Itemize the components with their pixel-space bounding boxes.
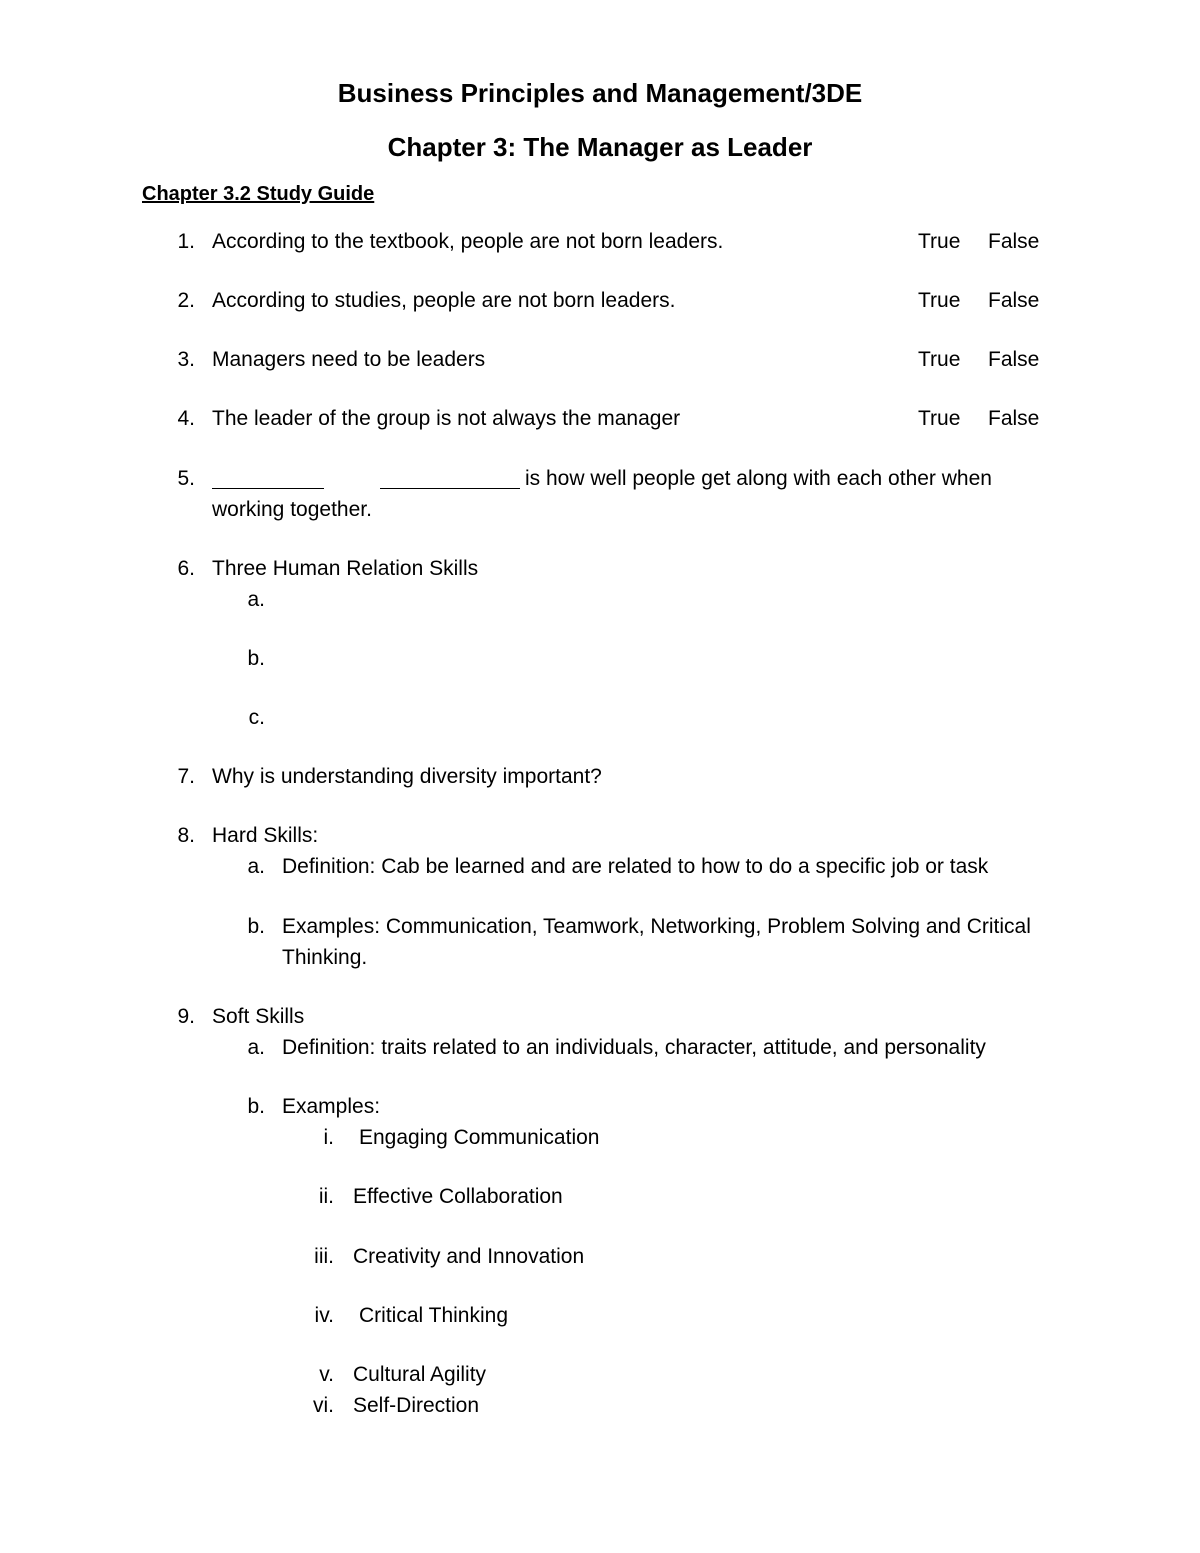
fill-in-blank-1[interactable] bbox=[212, 470, 324, 489]
sub-item-label: a. bbox=[247, 1036, 265, 1059]
example-label: v. bbox=[319, 1363, 334, 1386]
question-text: Soft Skills bbox=[212, 1005, 305, 1028]
false-option[interactable]: False bbox=[988, 230, 1040, 253]
true-option[interactable]: True bbox=[918, 230, 961, 253]
question-text: Why is understanding diversity important? bbox=[212, 765, 602, 788]
false-option[interactable]: False bbox=[988, 407, 1040, 430]
soft-skills-examples-label: Examples: bbox=[282, 1095, 381, 1118]
question-text: According to studies, people are not born leaders. bbox=[212, 289, 676, 312]
answer-item-label: c. bbox=[248, 706, 265, 729]
example-item: Cultural Agility bbox=[353, 1363, 487, 1386]
true-option[interactable]: True bbox=[918, 348, 961, 371]
example-label: iii. bbox=[314, 1245, 334, 1268]
question-text: Hard Skills: bbox=[212, 824, 319, 847]
hard-skills-examples-continued: Thinking. bbox=[282, 946, 368, 969]
question-number: 4. bbox=[177, 407, 195, 430]
question-number: 9. bbox=[177, 1005, 195, 1028]
example-item: Engaging Communication bbox=[359, 1126, 600, 1149]
example-item: Creativity and Innovation bbox=[353, 1245, 585, 1268]
question-text: Managers need to be leaders bbox=[212, 348, 486, 371]
soft-skills-definition: Definition: traits related to an individuals, character, attitude, and personality bbox=[282, 1036, 986, 1059]
question-text: Three Human Relation Skills bbox=[212, 557, 479, 580]
study-guide-heading: Chapter 3.2 Study Guide bbox=[142, 183, 375, 205]
example-item: Self-Direction bbox=[353, 1394, 480, 1417]
fill-in-blank-2[interactable] bbox=[380, 470, 520, 489]
question-number: 6. bbox=[177, 557, 195, 580]
hard-skills-examples: Examples: Communication, Teamwork, Networking, Problem Solving and Critical bbox=[282, 915, 1031, 938]
sub-item-label: a. bbox=[247, 855, 265, 878]
question-number: 7. bbox=[177, 765, 195, 788]
example-item: Critical Thinking bbox=[359, 1304, 508, 1327]
question-number: 8. bbox=[177, 824, 195, 847]
example-item: Effective Collaboration bbox=[353, 1185, 563, 1208]
question-number: 1. bbox=[177, 230, 195, 253]
question-text: is how well people get along with each other when bbox=[525, 467, 992, 490]
example-label: vi. bbox=[313, 1394, 334, 1417]
true-option[interactable]: True bbox=[918, 407, 961, 430]
answer-item-label: b. bbox=[247, 647, 265, 670]
question-text-continued: working together. bbox=[212, 498, 372, 521]
chapter-title: Chapter 3: The Manager as Leader bbox=[387, 132, 813, 162]
false-option[interactable]: False bbox=[988, 289, 1040, 312]
question-number: 3. bbox=[177, 348, 195, 371]
hard-skills-definition: Definition: Cab be learned and are related to how to do a specific job or task bbox=[282, 855, 989, 878]
answer-item-label: a. bbox=[247, 588, 265, 611]
sub-item-label: b. bbox=[247, 1095, 265, 1118]
question-text: According to the textbook, people are not born leaders. bbox=[212, 230, 724, 253]
question-number: 5. bbox=[177, 467, 195, 490]
question-number: 2. bbox=[177, 289, 195, 312]
example-label: ii. bbox=[318, 1185, 334, 1208]
false-option[interactable]: False bbox=[988, 348, 1040, 371]
true-option[interactable]: True bbox=[918, 289, 961, 312]
question-text: The leader of the group is not always the manager bbox=[212, 407, 681, 430]
example-label: i. bbox=[323, 1126, 334, 1149]
sub-item-label: b. bbox=[247, 915, 265, 938]
example-label: iv. bbox=[314, 1304, 334, 1327]
course-title: Business Principles and Management/3DE bbox=[337, 78, 863, 108]
